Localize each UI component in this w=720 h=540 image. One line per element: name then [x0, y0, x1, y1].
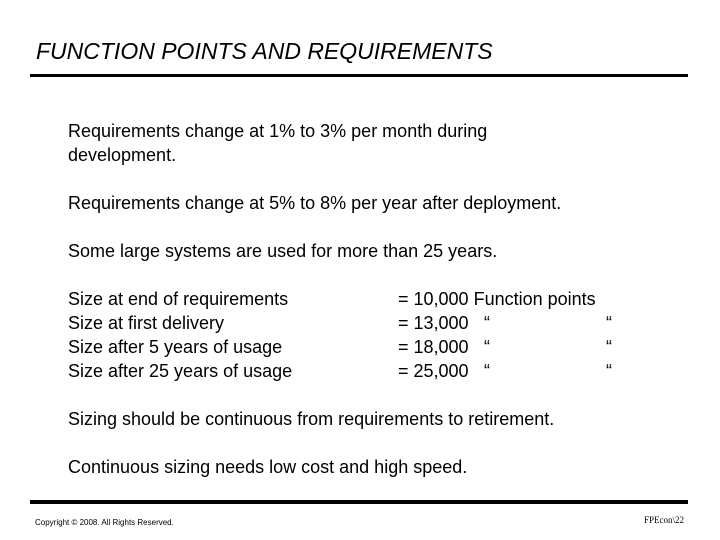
- ditto-mark: “: [606, 337, 612, 357]
- paragraph-system-lifespan: Some large systems are used for more than 25 years.: [68, 241, 498, 261]
- paragraph-requirements-yearly: Requirements change at 5% to 8% per year after deployment.: [68, 193, 562, 213]
- row-value: = 13,000: [398, 313, 469, 333]
- ditto-mark: “: [484, 337, 490, 357]
- ditto-mark: “: [606, 361, 612, 381]
- copyright-notice: Copyright © 2008. All Rights Reserved.: [35, 518, 174, 527]
- row-label: Size at end of requirements: [68, 289, 289, 309]
- row-label: Size after 5 years of usage: [68, 337, 283, 357]
- row-label: Size at first delivery: [68, 313, 225, 333]
- paragraph-line: development.: [68, 145, 177, 165]
- ditto-mark: “: [606, 313, 612, 333]
- paragraph-line: Requirements change at 1% to 3% per month during: [68, 121, 488, 141]
- row-value: = 10,000 Function points: [398, 289, 596, 309]
- paragraph-continuous-sizing: Sizing should be continuous from requirements to retirement.: [68, 409, 555, 429]
- row-value: = 18,000: [398, 337, 469, 357]
- row-label: Size after 25 years of usage: [68, 361, 293, 381]
- ditto-mark: “: [484, 361, 490, 381]
- paragraph-sizing-cost-speed: Continuous sizing needs low cost and high speed.: [68, 457, 468, 477]
- ditto-mark: “: [484, 313, 490, 333]
- paragraph-requirements-monthly: [68, 119, 487, 167]
- title-divider: [30, 74, 688, 77]
- slide-reference: FPEcon\22: [644, 515, 685, 525]
- row-value: = 25,000: [398, 361, 469, 381]
- footer-divider: [30, 500, 688, 504]
- slide-title: FUNCTION POINTS AND REQUIREMENTS: [36, 38, 493, 64]
